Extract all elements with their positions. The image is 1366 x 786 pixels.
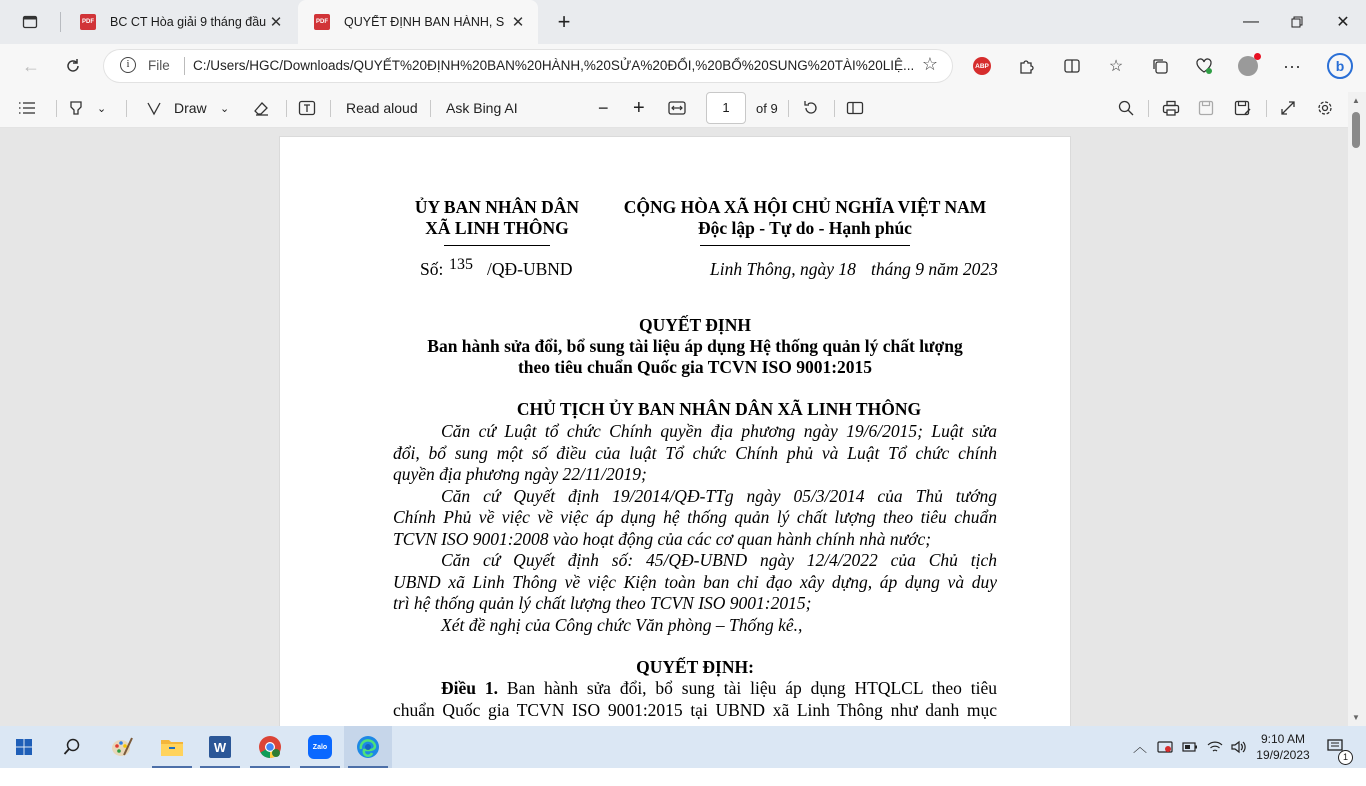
article-1-text: Ban hành sửa đổi, bổ sung tài liệu áp dụng HTQLCL theo tiêu: [506, 678, 998, 698]
decision-heading: QUYẾT ĐỊNH:: [636, 657, 754, 677]
clock[interactable]: [1252, 726, 1314, 768]
chrome-app-icon[interactable]: [246, 726, 294, 768]
collections-icon[interactable]: [1148, 54, 1172, 78]
basis-line: quyền địa phương ngày 22/11/2019;: [393, 464, 647, 484]
notification-badge: 1: [1338, 750, 1353, 765]
profile-avatar[interactable]: [1236, 54, 1260, 78]
contents-icon[interactable]: [18, 88, 36, 128]
wifi-icon[interactable]: [1203, 726, 1227, 768]
print-icon[interactable]: [1162, 88, 1180, 128]
edge-app-icon[interactable]: [344, 726, 392, 768]
article-1-line: [393, 678, 997, 700]
minimize-button[interactable]: —: [1243, 13, 1259, 30]
refresh-button[interactable]: [58, 52, 88, 80]
org-name-line2: XÃ LINH THÔNG: [425, 218, 569, 238]
ask-bing-ai-button[interactable]: Ask Bing AI: [446, 100, 518, 116]
basis-line: Căn cứ Quyết định 19/2014/QĐ-TTg ngày 05/3/2014 của Thủ tướng: [441, 485, 997, 506]
motto-underline: [700, 245, 910, 246]
pdf-page: [279, 136, 1071, 726]
battery-icon[interactable]: [1178, 726, 1202, 768]
new-tab-button[interactable]: +: [557, 9, 571, 34]
basis-line: đổi, bổ sung một số điều của luật Tổ chức Chính phủ và Luật Tổ chức chính: [393, 442, 997, 463]
doc-number-suffix: /QĐ-UBND: [487, 259, 573, 279]
clock-date: 19/9/2023: [1256, 748, 1310, 762]
fit-width-icon[interactable]: [668, 88, 686, 128]
scroll-thumb[interactable]: [1352, 112, 1360, 148]
tab-actions-icon[interactable]: [18, 10, 42, 34]
show-hidden-icons[interactable]: ︿: [1133, 739, 1147, 755]
browser-essentials-icon[interactable]: [1192, 54, 1216, 78]
security-tray-icon[interactable]: [1153, 726, 1177, 768]
motto: Độc lập - Tự do - Hạnh phúc: [698, 218, 912, 238]
article-1-block: [393, 678, 997, 721]
info-icon[interactable]: i: [120, 57, 136, 73]
scroll-up-icon[interactable]: ▲: [1352, 96, 1360, 105]
search-icon[interactable]: [1118, 88, 1134, 128]
basis-line: trì hệ thống quản lý chất lượng theo TCVN ISO 9001:2015;: [393, 593, 812, 613]
tab-strip: [0, 0, 1366, 44]
full-screen-icon[interactable]: [1280, 88, 1296, 128]
draw-button[interactable]: Draw: [146, 88, 207, 128]
pdf-toolbar: [0, 88, 1366, 128]
word-app-icon[interactable]: W: [196, 726, 244, 768]
basis-line: TCVN ISO 9001:2008 vào hoạt động của các cơ quan hành chính nhà nước;: [393, 528, 932, 549]
doc-number-prefix: Số:: [420, 259, 444, 279]
favorite-star-icon[interactable]: ☆: [921, 54, 938, 74]
org-name-line1: ỦY BAN NHÂN DÂN: [414, 197, 580, 217]
doc-number-value: 135: [449, 256, 473, 273]
pdf-icon: PDF: [314, 14, 330, 30]
clock-time: 9:10 AM: [1260, 732, 1306, 746]
taskbar: [0, 726, 1366, 768]
legal-basis-block: [393, 421, 997, 636]
scroll-down-icon[interactable]: ▼: [1352, 713, 1360, 722]
date-rest: tháng 9 năm 2023: [871, 259, 998, 279]
proposal-line: Xét đề nghị của Công chức Văn phòng – Thống kê.,: [441, 614, 803, 635]
screen-margin: [0, 768, 1366, 786]
volume-icon[interactable]: [1227, 726, 1251, 768]
country-name: CỘNG HÒA XÃ HỘI CHỦ NGHĨA VIỆT NAM: [623, 197, 987, 217]
read-aloud-button[interactable]: Read aloud: [346, 100, 418, 116]
settings-gear-icon[interactable]: [1316, 88, 1334, 128]
pdf-icon: PDF: [80, 14, 96, 30]
bing-copilot-icon[interactable]: b: [1326, 52, 1354, 80]
basis-line: UBND xã Linh Thông về việc Kiện toàn ban chỉ đạo xây dựng, áp dụng và duy: [393, 571, 997, 592]
tab-title: QUYẾT ĐỊNH BAN HÀNH, S: [344, 15, 505, 29]
article-1-line: chuẩn Quốc gia TCVN ISO 9001:2015 tại UBND xã Linh Thông như danh mục: [393, 699, 997, 720]
save-as-icon[interactable]: [1234, 88, 1252, 128]
scheme-label: File: [148, 58, 170, 73]
more-menu-icon[interactable]: ···: [1283, 55, 1301, 76]
tab-title: BC CT Hòa giải 9 tháng đầu: [110, 15, 266, 29]
url-text[interactable]: C:/Users/HGC/Downloads/QUYẾT%20ĐỊNH%20BAN%20HÀNH,%20SỬA%20ĐỔI,%20BỔ%20SUNG%20TÀI%20LIỆ...: [193, 58, 915, 73]
basis-line: Căn cứ Quyết định số: 45/QĐ-UBND ngày 12/4/2022 của Chủ tịch: [441, 550, 997, 570]
start-button[interactable]: [0, 726, 48, 768]
close-icon[interactable]: ✕: [269, 14, 283, 31]
zalo-app-icon[interactable]: Zalo: [296, 726, 344, 768]
split-screen-icon[interactable]: [1060, 54, 1084, 78]
erase-icon[interactable]: [252, 88, 270, 128]
notifications-icon[interactable]: [1318, 726, 1354, 768]
decision-subtitle-line2: theo tiêu chuẩn Quốc gia TCVN ISO 9001:2015: [517, 357, 873, 377]
basis-line: Căn cứ Luật tổ chức Chính quyền địa phương ngày 19/6/2015; Luật sửa: [441, 421, 997, 441]
save-icon[interactable]: [1198, 88, 1214, 128]
close-icon[interactable]: ✕: [511, 14, 525, 31]
page-number-input[interactable]: 1: [706, 92, 746, 124]
zoom-in-button[interactable]: +: [633, 96, 645, 119]
vertical-scrollbar[interactable]: [1348, 92, 1366, 726]
close-window-button[interactable]: ✕: [1336, 14, 1350, 31]
extensions-icon[interactable]: [1015, 54, 1039, 78]
draw-icon: [146, 100, 162, 116]
decision-subtitle-line1: Ban hành sửa đổi, bổ sung tài liệu áp dụng Hệ thống quản lý chất lượng: [427, 336, 963, 356]
tab-quyet-dinh[interactable]: [298, 0, 538, 44]
paint-app-icon[interactable]: [98, 726, 146, 768]
article-1-label: Điều 1.: [441, 678, 499, 698]
search-icon[interactable]: [48, 726, 96, 768]
highlight-icon[interactable]: [68, 88, 84, 128]
pdf-viewer[interactable]: [0, 128, 1348, 726]
file-explorer-icon[interactable]: [148, 726, 196, 768]
restore-button[interactable]: [1274, 0, 1320, 44]
page-view-icon[interactable]: [846, 88, 864, 128]
zoom-out-button[interactable]: −: [598, 97, 609, 118]
back-button[interactable]: ←: [22, 55, 40, 76]
page-count: of 9: [756, 100, 778, 116]
basis-line: Chính Phủ về việc về việc áp dụng hệ thống quản lý chất lượng theo tiêu chuẩn: [393, 507, 997, 527]
org-underline: [444, 245, 550, 246]
chevron-down-icon[interactable]: ⌄: [220, 102, 230, 115]
favorites-icon[interactable]: ☆: [1108, 58, 1124, 75]
adblock-icon[interactable]: ABP: [970, 54, 994, 78]
date-place: Linh Thông, ngày 18: [710, 259, 856, 279]
add-text-icon[interactable]: [298, 88, 316, 128]
chevron-down-icon[interactable]: ⌄: [97, 102, 107, 115]
tab-bc-ct[interactable]: [64, 0, 296, 44]
address-bar-row: [0, 44, 1366, 88]
rotate-icon[interactable]: [802, 88, 820, 128]
authority-heading: CHỦ TỊCH ỦY BAN NHÂN DÂN XÃ LINH THÔNG: [516, 399, 922, 419]
url-field[interactable]: [104, 50, 952, 82]
decision-title: QUYẾT ĐỊNH: [639, 315, 751, 335]
